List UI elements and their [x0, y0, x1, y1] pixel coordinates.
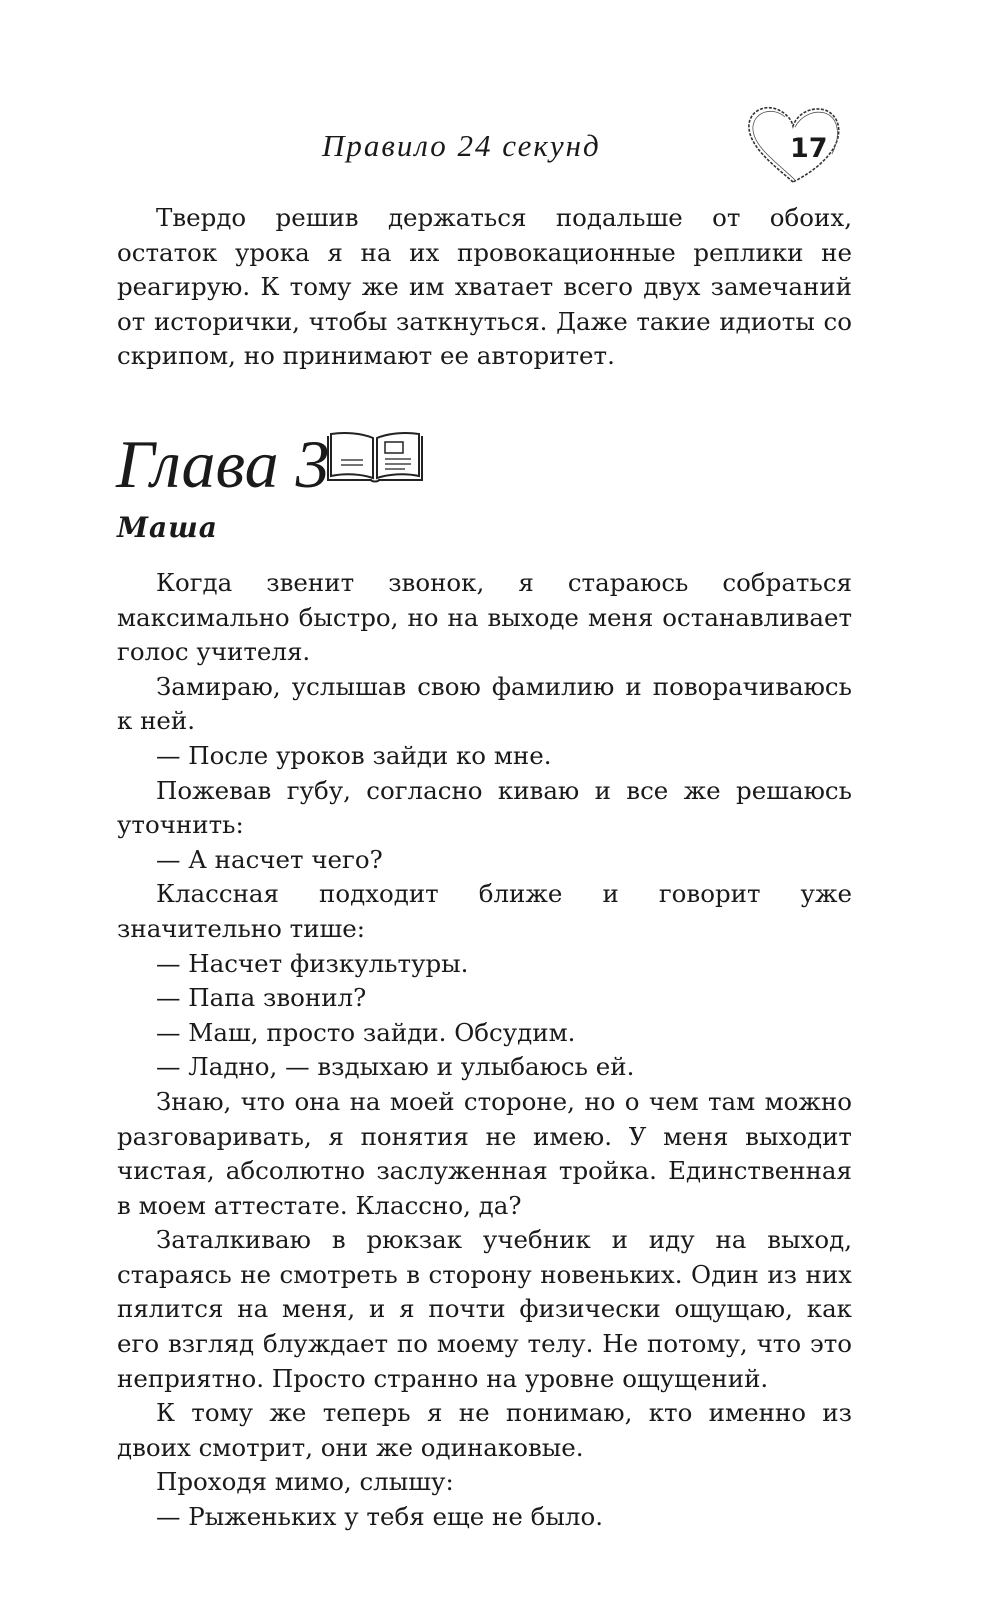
- running-head: Правило 24 секунд: [322, 128, 601, 163]
- paragraph: Когда звенит звонок, я стараюсь собраться максимально быстро, но на выходе меня останавливает голос учителя.: [117, 568, 852, 667]
- dialogue-line: — Ладно, — вздыхаю и улыбаюсь ей.: [156, 1052, 635, 1082]
- chapter-pov: Маша: [117, 511, 218, 544]
- dialogue-line: — А насчет чего?: [156, 844, 383, 874]
- paragraph: К тому же теперь я не понимаю, кто именно из двоих смотрит, они же одинаковые.: [117, 1398, 852, 1462]
- chapter-text: [117, 566, 852, 1535]
- paragraph: Заталкиваю в рюкзак учебник и иду на выход, стараясь не смотреть в сторону новеньких. Один из них пялится на меня, и я почти физически ощущаю, как его взгляд блуждает по моему телу. Не потому, что это неприятно. Просто странно на уровне ощущений.: [117, 1225, 852, 1393]
- intro-text: [117, 201, 852, 374]
- page-number: 17: [790, 133, 828, 164]
- paragraph: Пожевав губу, согласно киваю и все же решаюсь уточнить:: [117, 775, 852, 840]
- dialogue-line: — После уроков зайди ко мне.: [156, 740, 552, 770]
- paragraph: Твердо решив держаться подальше от обоих, остаток урока я на их провокационные реплики не реагирую. К тому же им хватает всего двух замечаний от исторички, чтобы заткнуться. Даже такие идиоты со скрипом, но принимают ее авторитет.: [117, 203, 852, 371]
- dialogue-line: — Папа звонил?: [156, 983, 367, 1013]
- paragraph: Проходя мимо, слышу:: [156, 1467, 454, 1497]
- paragraph: Знаю, что она на моей стороне, но о чем там можно разговаривать, я понятия не имею. У меня выходит чистая, абсолютно заслуженная тройка. Единственная в моем аттестате. Классно, да?: [117, 1086, 852, 1220]
- dialogue-line: — Маш, просто зайди. Обсудим.: [156, 1017, 576, 1047]
- dialogue-line: — Насчет физкультуры.: [156, 948, 469, 978]
- dialogue-line: — Рыженьких у тебя еще не было.: [156, 1502, 604, 1532]
- paragraph: Классная подходит ближе и говорит уже значительно тише:: [117, 879, 852, 943]
- chapter-title: Глава 3: [116, 426, 330, 502]
- paragraph: Замираю, услышав свою фамилию и поворачиваюсь к ней.: [117, 671, 852, 736]
- open-book-icon: [325, 430, 425, 486]
